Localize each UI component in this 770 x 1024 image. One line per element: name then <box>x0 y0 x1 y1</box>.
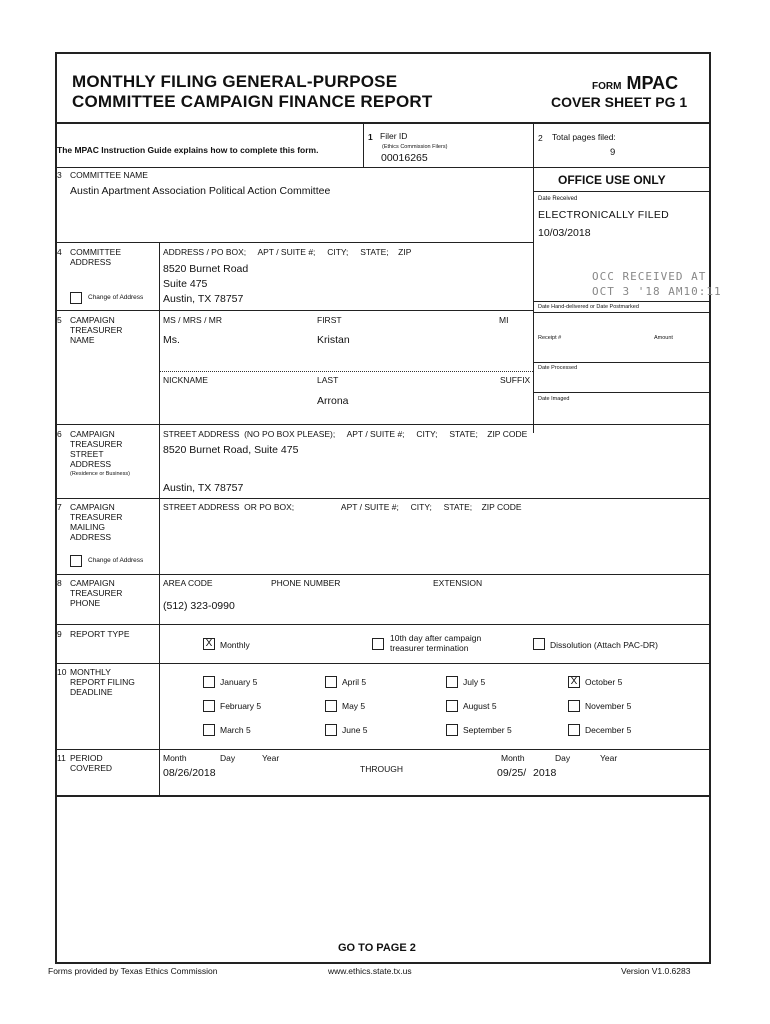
receipt-label: Receipt # <box>538 335 562 341</box>
address-header: ADDRESS / PO BOX; APT / SUITE #; CITY; STATE; ZIP <box>163 247 412 257</box>
amount-label: Amount <box>654 335 673 341</box>
sec11-label1: PERIOD <box>70 753 103 763</box>
sec8-num: 8 <box>57 578 62 588</box>
to-date-value-part1: 09/25/ <box>497 767 527 779</box>
sec8-label2: TREASURER <box>70 588 123 598</box>
january-checkbox[interactable] <box>203 676 215 688</box>
footer-version: Version V1.0.6283 <box>621 966 691 976</box>
sec8-label3: PHONE <box>70 598 101 608</box>
phone-number-label: PHONE NUMBER <box>271 578 341 588</box>
phone-value: (512) 323-0990 <box>163 600 235 612</box>
august-label: August 5 <box>463 701 497 711</box>
march-label: March 5 <box>220 725 251 735</box>
sec5-label3: NAME <box>70 335 95 345</box>
first-name-value: Kristan <box>317 334 350 346</box>
row-divider <box>55 498 711 499</box>
october-checkbox[interactable]: X <box>568 676 580 688</box>
sec5-num: 5 <box>57 315 62 325</box>
sec10-label3: DEADLINE <box>70 687 113 697</box>
january-label: January 5 <box>220 677 258 687</box>
sec5-label2: TREASURER <box>70 325 123 335</box>
sec10-label1: MONTHLY <box>70 667 111 677</box>
december-checkbox[interactable] <box>568 724 580 736</box>
sec6-label5: (Residence or Business) <box>70 471 130 477</box>
december-label: December 5 <box>585 725 632 735</box>
september-label: September 5 <box>463 725 512 735</box>
june-checkbox[interactable] <box>325 724 337 736</box>
row-divider <box>533 191 711 192</box>
change-of-address-checkbox[interactable] <box>70 292 82 304</box>
header-divider <box>55 122 711 124</box>
date-imaged-label: Date Imaged <box>538 396 570 402</box>
form-code: MPAC <box>626 73 679 93</box>
hand-delivered-label: Date Hand-delivered or Date Postmarked <box>538 304 639 310</box>
from-date-value: 08/26/2018 <box>163 767 216 779</box>
sec4-label1: COMMITTEE <box>70 247 121 257</box>
area-code-label: AREA CODE <box>163 578 213 588</box>
march-checkbox[interactable] <box>203 724 215 736</box>
april-label: April 5 <box>342 677 367 687</box>
sec5-label1: CAMPAIGN <box>70 315 115 325</box>
row-divider <box>533 312 711 313</box>
footer-url[interactable]: www.ethics.state.tx.us <box>328 966 412 976</box>
to-month-label: Month <box>501 753 525 763</box>
to-date-value-part2: 2018 <box>533 767 557 779</box>
sec7-label1: CAMPAIGN <box>70 502 115 512</box>
sec3-num: 3 <box>57 170 62 180</box>
last-name-value: Arrona <box>317 395 349 407</box>
total-pages-value: 9 <box>610 147 616 158</box>
suffix-label: SUFFIX <box>500 375 531 385</box>
from-day-label: Day <box>220 753 236 763</box>
form-title-line1: MONTHLY FILING GENERAL-PURPOSE <box>72 72 398 91</box>
committee-name-value: Austin Apartment Association Political Action Committee <box>70 185 331 197</box>
september-checkbox[interactable] <box>446 724 458 736</box>
monthly-checkbox[interactable]: X <box>203 638 215 650</box>
section-divider <box>55 795 711 797</box>
tenth-day-label2: treasurer termination <box>390 643 469 653</box>
sec6-label2: TREASURER <box>70 439 123 449</box>
row-divider <box>55 424 711 425</box>
tenth-day-checkbox[interactable] <box>372 638 384 650</box>
sec4-label2: ADDRESS <box>70 257 112 267</box>
mailing-change-of-address-label: Change of Address <box>88 557 144 564</box>
sec10-label2: REPORT FILING <box>70 677 135 687</box>
form-prefix: FORM <box>592 81 622 92</box>
sec6-label4: ADDRESS <box>70 459 112 469</box>
extension-label: EXTENSION <box>433 578 483 588</box>
from-month-label: Month <box>163 753 187 763</box>
sec6-label3: STREET <box>70 449 104 459</box>
row-divider <box>533 362 711 363</box>
office-use-title: OFFICE USE ONLY <box>558 173 666 187</box>
dissolution-checkbox[interactable] <box>533 638 545 650</box>
sec7-label4: ADDRESS <box>70 532 112 542</box>
form-code-label <box>592 73 678 94</box>
sec7-label2: TREASURER <box>70 512 123 522</box>
divider <box>533 123 534 167</box>
received-stamp-line1: OCC RECEIVED AT <box>592 270 707 283</box>
sec11-label2: COVERED <box>70 763 113 773</box>
address-line1: 8520 Burnet Road <box>163 263 249 275</box>
november-label: November 5 <box>585 701 632 711</box>
received-stamp-line2: OCT 3 '18 AM10:11 <box>592 285 722 298</box>
cover-sheet-label: COVER SHEET PG 1 <box>551 94 688 110</box>
committee-name-label: COMMITTEE NAME <box>70 170 148 180</box>
electronically-filed: ELECTRONICALLY FILED <box>538 209 670 221</box>
sec9-num: 9 <box>57 629 62 639</box>
title-value: Ms. <box>163 334 180 346</box>
tenth-day-label1: 10th day after campaign <box>390 633 482 643</box>
mi-label: MI <box>499 315 509 325</box>
row-divider <box>55 167 711 168</box>
street-address-line1: 8520 Burnet Road, Suite 475 <box>163 444 299 456</box>
row-divider <box>55 663 711 664</box>
row-divider <box>533 301 711 302</box>
sec6-num: 6 <box>57 429 62 439</box>
row-divider <box>55 242 533 243</box>
august-checkbox[interactable] <box>446 700 458 712</box>
dotted-divider <box>160 371 533 372</box>
filer-id-num: 1 <box>368 132 373 142</box>
october-label: October 5 <box>585 677 623 687</box>
sec10-num: 10 <box>57 667 67 677</box>
address-line3: Austin, TX 78757 <box>163 293 244 305</box>
may-label: May 5 <box>342 701 366 711</box>
sec7-label3: MAILING <box>70 522 105 532</box>
last-name-label: LAST <box>317 375 339 385</box>
address-line2: Suite 475 <box>163 278 208 290</box>
mailing-address-header: STREET ADDRESS OR PO BOX; APT / SUITE #; CITY; STATE; ZIP CODE <box>163 502 522 512</box>
first-name-label: FIRST <box>317 315 342 325</box>
change-of-address-label: Change of Address <box>88 294 144 301</box>
mailing-change-of-address-checkbox[interactable] <box>70 555 82 567</box>
to-day-label: Day <box>555 753 571 763</box>
april-checkbox[interactable] <box>325 676 337 688</box>
label-column-divider <box>159 242 160 797</box>
sec7-num: 7 <box>57 502 62 512</box>
dissolution-label: Dissolution (Attach PAC-DR) <box>550 640 659 650</box>
filer-id-sublabel: (Ethics Commission Filers) <box>382 144 448 150</box>
sec4-num: 4 <box>57 247 62 257</box>
total-pages-label: Total pages filed: <box>552 132 616 142</box>
nickname-label: NICKNAME <box>163 375 208 385</box>
november-checkbox[interactable] <box>568 700 580 712</box>
date-processed-label: Date Processed <box>538 365 578 371</box>
filed-date: 10/03/2018 <box>538 227 591 239</box>
july-label: July 5 <box>463 677 486 687</box>
title-label: MS / MRS / MR <box>163 315 223 325</box>
to-year-label: Year <box>600 753 618 763</box>
sec8-label1: CAMPAIGN <box>70 578 115 588</box>
go-to-page-2: GO TO PAGE 2 <box>338 942 416 954</box>
row-divider <box>55 624 711 625</box>
divider <box>363 123 364 167</box>
through-label: THROUGH <box>360 764 403 774</box>
june-label: June 5 <box>342 725 368 735</box>
total-pages-num: 2 <box>538 133 543 143</box>
row-divider <box>55 749 711 750</box>
instruction-text: The MPAC Instruction Guide explains how to complete this form. <box>57 145 319 155</box>
street-address-header: STREET ADDRESS (NO PO BOX PLEASE); APT / SUITE #; CITY; STATE; ZIP CODE <box>163 429 528 439</box>
date-received-label: Date Received <box>538 196 578 202</box>
from-year-label: Year <box>262 753 280 763</box>
sec11-num: 11 <box>57 753 66 763</box>
filer-id-value: 00016265 <box>381 152 428 164</box>
row-divider <box>55 310 533 311</box>
row-divider <box>55 574 711 575</box>
february-checkbox[interactable] <box>203 700 215 712</box>
report-type-label: REPORT TYPE <box>70 629 130 639</box>
street-address-line2: Austin, TX 78757 <box>163 482 244 494</box>
divider <box>533 167 534 433</box>
may-checkbox[interactable] <box>325 700 337 712</box>
form-title-line2: COMMITTEE CAMPAIGN FINANCE REPORT <box>72 92 433 111</box>
february-label: February 5 <box>220 701 262 711</box>
monthly-label: Monthly <box>220 640 250 650</box>
july-checkbox[interactable] <box>446 676 458 688</box>
footer-provided-by: Forms provided by Texas Ethics Commission <box>48 966 218 976</box>
row-divider <box>533 392 711 393</box>
sec6-label1: CAMPAIGN <box>70 429 115 439</box>
filer-id-label: Filer ID <box>380 131 408 141</box>
